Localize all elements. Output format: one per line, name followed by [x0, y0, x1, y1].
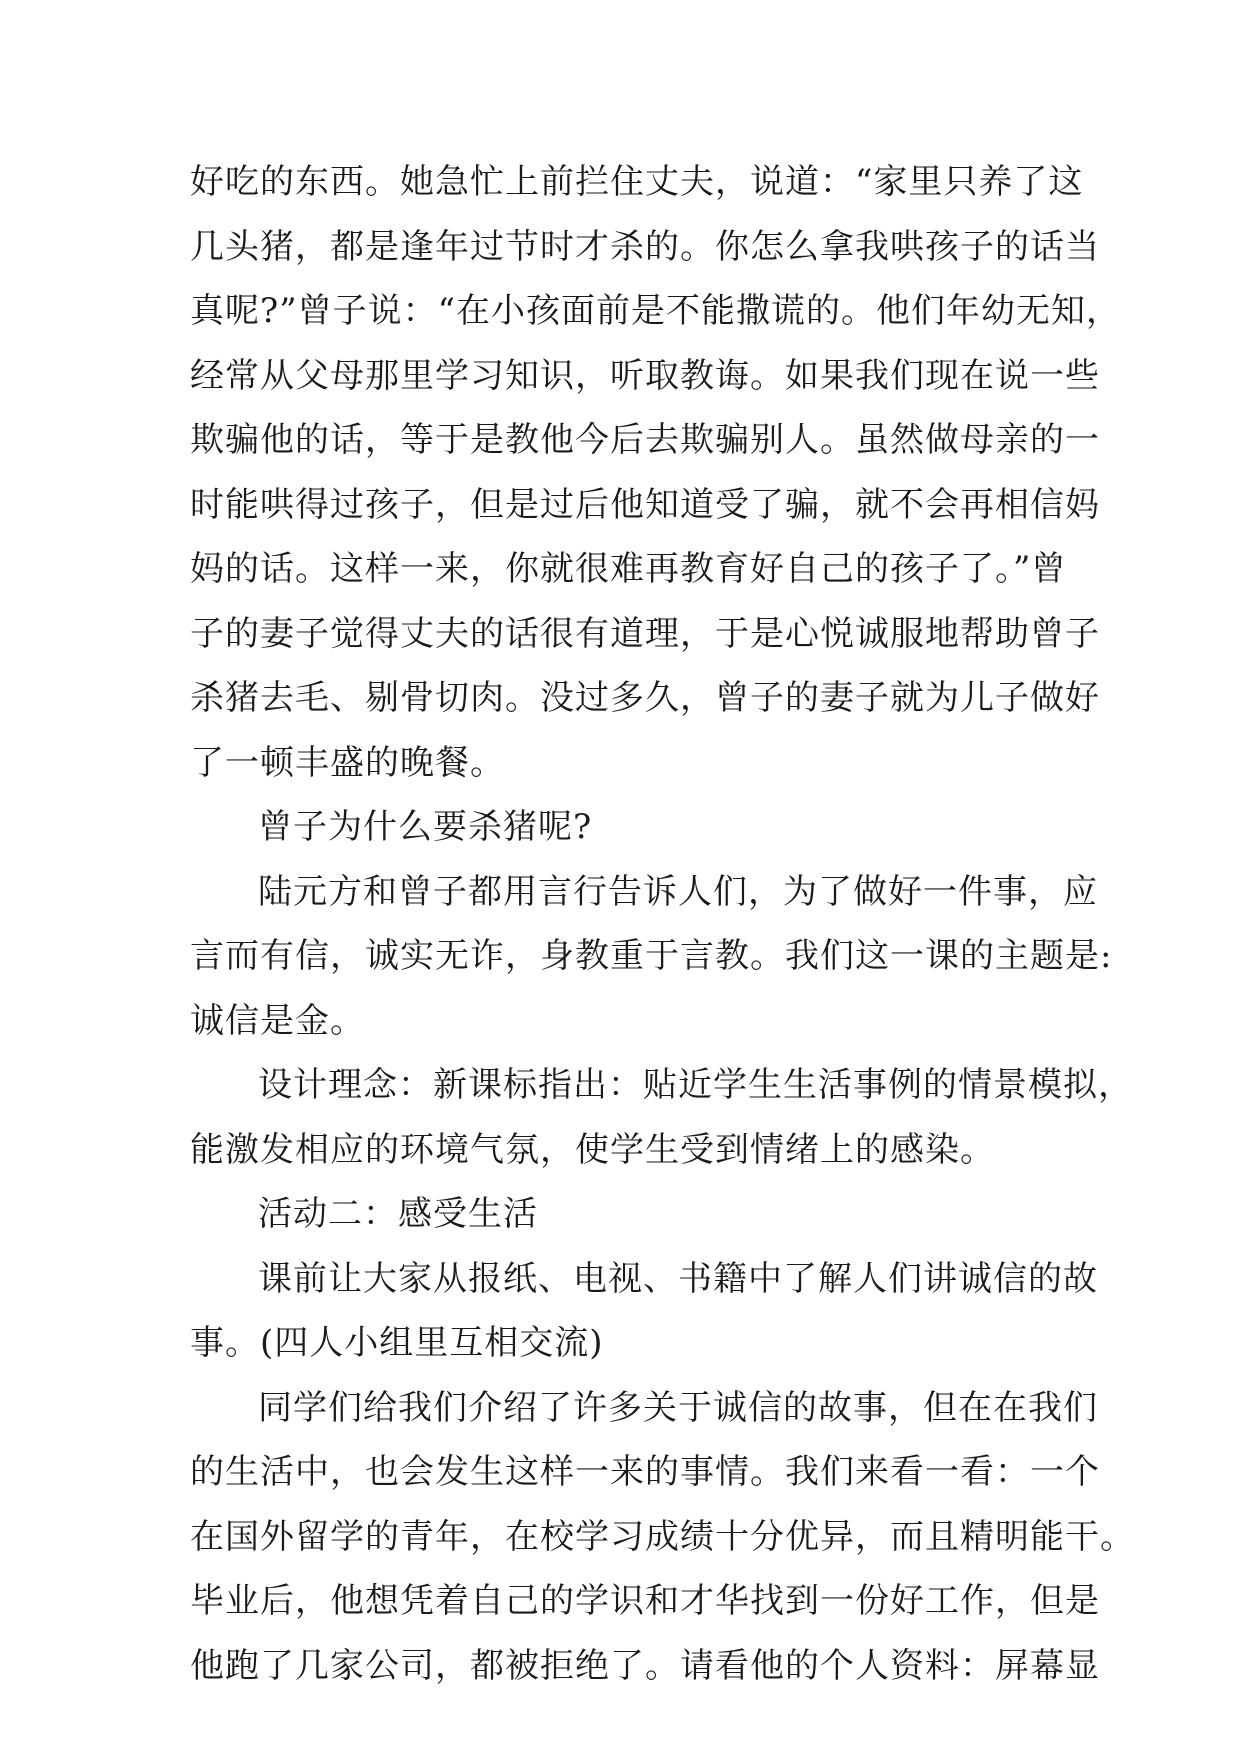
text-line: 诚信是金。 [190, 1000, 365, 1041]
text-line: 毕业后，他想凭着自己的学识和才华找到一份好工作，但是 [190, 1581, 1100, 1621]
text-line: 经常从父母那里学习知识，听取教诲。如果我们现在说一些 [190, 355, 1100, 396]
text-line: 陆元方和曾子都用言行告诉人们，为了做好一件事，应 [258, 871, 1098, 912]
text-line: 真呢?”曾子说：“在小孩面前是不能撒谎的。他们年幼无知， [190, 291, 1121, 331]
text-line: 同学们给我们介绍了许多关于诚信的故事，但在在我们 [258, 1387, 1098, 1428]
text-line: 几头猪，都是逢年过节时才杀的。你怎么拿我哄孩子的话当 [190, 226, 1100, 267]
text-line: 在国外留学的青年，在校学习成绩十分优异，而且精明能干。 [190, 1516, 1135, 1557]
text-line: 言而有信，诚实无诈，身教重于言教。我们这一课的主题是: [190, 936, 1113, 976]
text-line: 欺骗他的话，等于是教他今后去欺骗别人。虽然做母亲的一 [190, 420, 1100, 460]
text-line: 了一顿丰盛的晚餐。 [190, 742, 505, 783]
text-line: 好吃的东西。她急忙上前拦住丈夫，说道：“家里只养了这 [190, 162, 1084, 202]
text-line: 设计理念：新课标指出：贴近学生生活事例的情景模拟， [258, 1065, 1133, 1105]
section-heading: 活动二：感受生活 [258, 1194, 538, 1234]
text-line: 妈的话。这样一来，你就很难再教育好自己的孩子了。”曾 [190, 549, 1067, 589]
text-line: 课前让大家从报纸、电视、书籍中了解人们讲诚信的故 [258, 1258, 1098, 1299]
text-line: 事。(四人小组里互相交流) [190, 1323, 604, 1363]
text-line: 时能哄得过孩子，但是过后他知道受了骗，就不会再相信妈 [190, 484, 1100, 525]
text-line: 曾子为什么要杀猪呢? [258, 807, 593, 847]
text-line: 他跑了几家公司，都被拒绝了。请看他的个人资料：屏幕显 [190, 1645, 1100, 1686]
text-line: 子的妻子觉得丈夫的话很有道理，于是心悦诚服地帮助曾子 [190, 613, 1100, 654]
text-line: 的生活中，也会发生这样一来的事情。我们来看一看：一个 [190, 1452, 1100, 1492]
text-line: 杀猪去毛、剔骨切肉。没过多久，曾子的妻子就为儿子做好 [190, 678, 1100, 718]
text-line: 能激发相应的环境气氛，使学生受到情绪上的感染。 [190, 1129, 995, 1170]
